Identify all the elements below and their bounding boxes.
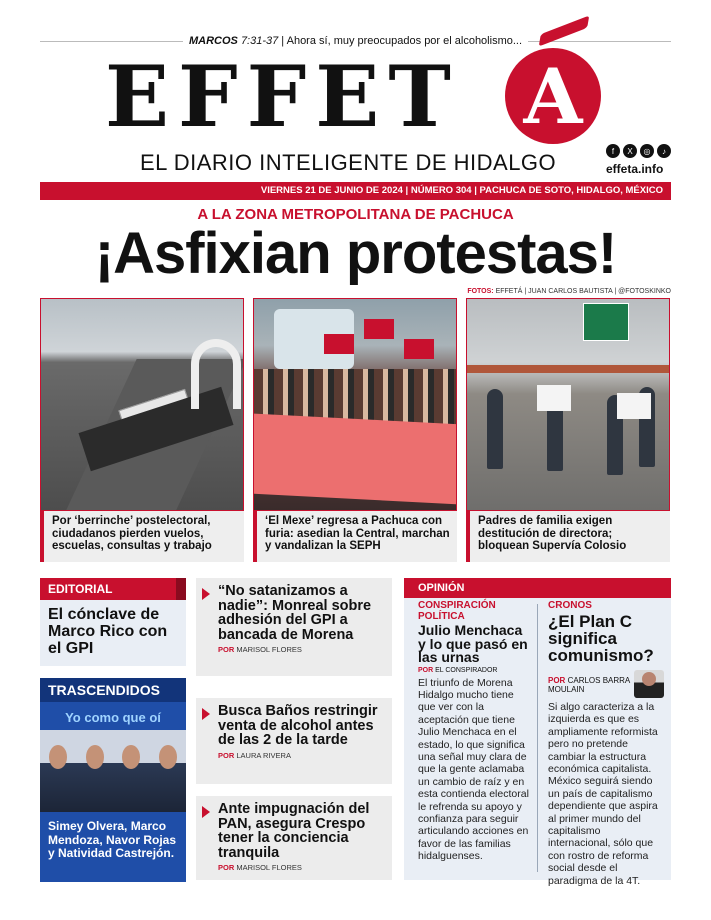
column-author-row — [548, 670, 664, 698]
x-icon[interactable]: X — [623, 144, 637, 158]
portrait — [150, 730, 187, 812]
photo-march[interactable] — [253, 298, 457, 511]
story-title[interactable]: Ante impugnación del PAN, asegura Crespo tener la conciencia tranquila — [218, 801, 370, 861]
opinion-column-1[interactable] — [418, 600, 530, 863]
byline-label: POR — [218, 645, 235, 654]
divider — [40, 41, 183, 42]
trascendidos-subtitle: Yo como que oí — [65, 710, 161, 725]
story-byline — [218, 645, 384, 654]
bullet-triangle-icon — [202, 708, 210, 720]
editorial-label: EDITORIAL — [40, 578, 186, 600]
byline-author: CARLOS BARRA MOULAIN — [548, 676, 630, 694]
verse-ref: MARCOS — [188, 35, 238, 47]
photo-flag — [404, 339, 434, 359]
photo-highway-blockade[interactable] — [40, 298, 244, 511]
verse-chapter: 7:31-37 — [240, 35, 279, 47]
byline-label: POR — [218, 750, 235, 760]
byline-label: POR — [548, 676, 566, 685]
photo-card-3[interactable] — [466, 298, 670, 562]
instagram-icon[interactable]: ◎ — [640, 144, 654, 158]
logo-letter: A — [523, 52, 583, 141]
story-byline — [218, 751, 384, 760]
photo-caption[interactable]: Por ‘berrinche’ postelectoral, ciudadanos pierden vuelos, escuelas, consultas y trabajo — [40, 511, 244, 562]
divider — [537, 604, 538, 872]
column-title[interactable]: Julio Menchaca y lo que pasó en las urnas — [418, 622, 528, 665]
story-monreal[interactable] — [196, 578, 392, 676]
column-body: Si algo caracteriza a la izquierda es que es ampliamente reformista pero no pretende cambiar la estructura económica capitalista. México seguirá siendo un país de capitalismo dependiente que aspira al primer mundo del capitalismo internacional, sólo que con rostro de reforma social desde el paradigma de la 4T. — [548, 701, 658, 887]
tiktok-icon[interactable]: ♪ — [657, 144, 671, 158]
column-section: CRONOS — [548, 600, 592, 611]
bullet-triangle-icon — [202, 806, 210, 818]
photo-credit-text: EFFETÁ | JUAN CARLOS BAUTISTA | @FOTOSKINKO — [493, 288, 671, 295]
byline-author: MARISOL FLORES — [234, 645, 302, 654]
social-icons — [606, 144, 671, 158]
dateline: VIERNES 21 DE JUNIO DE 2024 | NÚMERO 304 | PACHUCA DE SOTO, HIDALGO, MÉXICO — [40, 182, 671, 200]
photo-bridge — [467, 365, 670, 373]
photo-card-1[interactable] — [40, 298, 244, 562]
photo-caption[interactable]: Padres de familia exigen destitución de directora; bloquean Supervía Colosio — [466, 511, 670, 562]
byline-author: LAURA RIVERA — [234, 750, 291, 760]
byline-author: MARISOL FLORES — [234, 863, 302, 872]
photo-flag — [324, 334, 354, 354]
story-title[interactable]: Busca Baños restringir venta de alcohol antes de las 2 de la tarde — [218, 703, 378, 748]
site-url[interactable]: effeta.info — [606, 162, 664, 176]
photo-caption[interactable]: ‘El Mexe’ regresa a Pachuca con furia: asedian la Central, marchan y vandalizan la SEPH — [253, 511, 457, 562]
story-title[interactable]: “No satanizamos a nadie”: Monreal sobre adhesión del GPI a bancada de Morena — [218, 583, 372, 643]
byline-author: EL CONSPIRADOR — [433, 666, 498, 674]
column-body: El triunfo de Morena Hidalgo mucho tiene que ver con la aceptación que tiene Julio Menchaca en el estado, lo que significa una señal muy clara de que la gente aclamaba un cambio de raíz y en esta contienda electoral le refrenda su apoyo y confianza para seguir articulando acciones en favor de las familias hidalguenses. — [418, 676, 529, 863]
masthead-title: EFFET — [105, 47, 460, 146]
trascendidos-caption: Simey Olvera, Marco Mendoza, Navor Rojas y Natividad Castrejón. — [48, 819, 177, 860]
photo-arch — [191, 339, 241, 409]
photo-flag — [364, 319, 394, 339]
photo-banner — [253, 413, 457, 505]
byline-label: POR — [418, 666, 434, 674]
photo-credit — [467, 288, 671, 295]
opinion-label: OPINIÓN — [404, 578, 671, 598]
column-byline — [548, 676, 634, 694]
trascendidos-label: TRASCENDIDOS — [40, 678, 186, 702]
story-alcohol[interactable] — [196, 698, 392, 784]
trascendidos-photo — [40, 730, 186, 812]
photo-placard — [617, 393, 651, 419]
lead-headline[interactable]: ¡Asfixian protestas! — [94, 221, 617, 286]
lead-kicker: A LA ZONA METROPOLITANA DE PACHUCA — [197, 206, 514, 223]
editorial-title[interactable]: El cónclave de Marco Rico con el GPI — [40, 600, 186, 666]
story-crespo[interactable] — [196, 796, 392, 880]
photo-card-2[interactable] — [253, 298, 457, 562]
opinion-column-2[interactable] — [548, 600, 664, 887]
facebook-icon[interactable]: f — [606, 144, 620, 158]
photo-parents-blockade[interactable] — [466, 298, 670, 511]
portrait — [113, 730, 150, 812]
bullet-triangle-icon — [202, 588, 210, 600]
photo-placard — [537, 385, 571, 411]
author-portrait — [634, 670, 664, 698]
portrait — [77, 730, 114, 812]
photo-credit-label: FOTOS: — [467, 288, 494, 295]
verse-summary: | Ahora sí, muy preocupados por el alcoholismo... — [278, 35, 523, 47]
trascendidos-box[interactable] — [40, 702, 186, 882]
tagline: EL DIARIO INTELIGENTE DE HIDALGO — [140, 150, 557, 175]
byline-label: POR — [218, 863, 235, 872]
photo-road-sign — [583, 303, 629, 341]
column-title[interactable]: ¿El Plan C significa comunismo? — [548, 612, 654, 665]
photo-person — [487, 389, 503, 469]
story-byline — [218, 863, 384, 872]
portrait — [40, 730, 77, 812]
column-byline — [418, 667, 530, 674]
verse-text — [183, 35, 528, 47]
column-section: CONSPIRACIÓN POLÍTICA — [418, 600, 496, 622]
